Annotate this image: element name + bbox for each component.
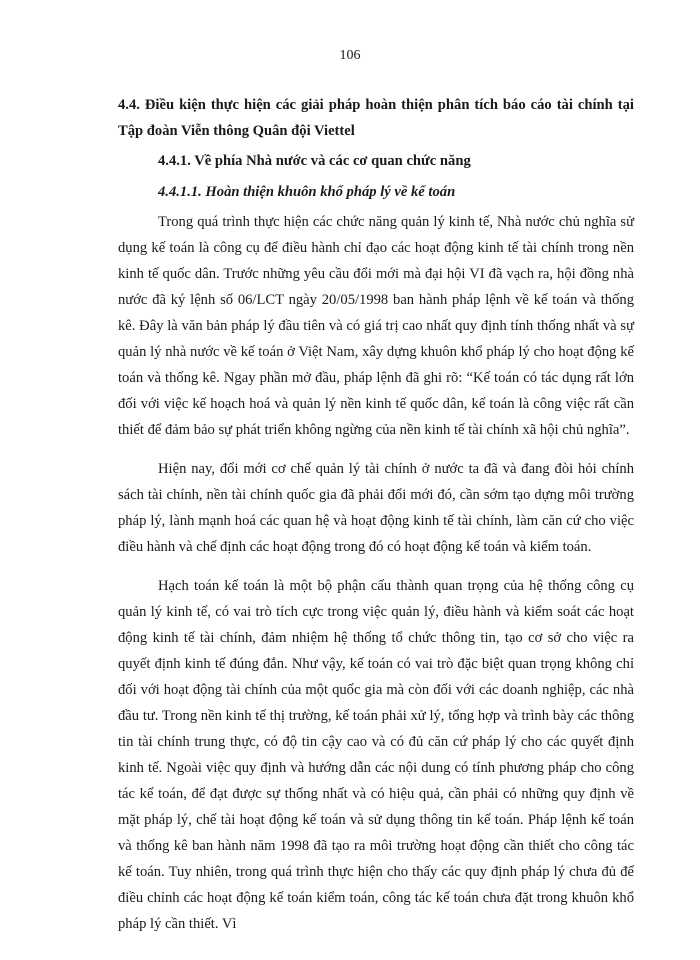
body-paragraph: Trong quá trình thực hiện các chức năng quản lý kinh tế, Nhà nước chủ nghĩa sử dụng kế toán là công cụ để điều hành chỉ đạo các hoạt động kinh tế tài chính trong nền kinh tế quốc dân. Trước những yêu cầu đổi mới mà đại hội VI đã vạch ra, hội đồng nhà nước đã ký lệnh số 06/LCT ngày 20/05/1998 ban hành pháp lệnh về kế toán và thống kê. Đây là văn bản pháp lý đầu tiên và có giá trị cao nhất quy định tính thống nhất và sự quản lý nhà nước về kế toán ở Việt Nam, xây dựng khuôn khổ pháp lý cho hoạt động kế toán và thống kê. Ngay phần mở đầu, pháp lệnh đã ghi rõ: “Kế toán có tác dụng rất lớn đối với việc kế hoạch hoá và quản lý nền kinh tế quốc dân, kế toán là công việc rất cần thiết để đảm bảo sự phát triển không ngừng của nền kinh tế tài chính xã hội chủ nghĩa”.	[118, 214, 634, 438]
body-paragraph: Hiện nay, đổi mới cơ chế quản lý tài chính ở nước ta đã và đang đòi hỏi chính sách tài chính, nền tài chính quốc gia đã phải đổi mới đó, cần sớm tạo dựng môi trường pháp lý, lành mạnh hoá các quan hệ và hoạt động kinh tế tài chính, làm căn cứ cho việc điều hành và chế định các hoạt động trong đó có hoạt động kế toán và kiểm toán.	[118, 461, 634, 555]
subsection-heading: 4.4.1. Về phía Nhà nước và các cơ quan chức năng	[158, 153, 471, 169]
page-content	[118, 92, 634, 950]
page-number: 106	[339, 48, 361, 63]
subsubsection-heading: 4.4.1.1. Hoàn thiện khuôn khổ pháp lý về kế toán	[158, 184, 456, 200]
section-heading: 4.4. Điều kiện thực hiện các giải pháp hoàn thiện phân tích báo cáo tài chính tại Tập đoàn Viễn thông Quân đội Viettel	[118, 97, 634, 139]
body-paragraph: Hạch toán kế toán là một bộ phận cấu thành quan trọng của hệ thống công cụ quản lý kinh tế, có vai trò tích cực trong việc quản lý, điều hành và kiểm soát các hoạt động kinh tế tài chính, đảm nhiệm hệ thống tổ chức thông tin, tạo cơ sở cho việc ra quyết định kinh tế đúng đắn. Như vậy, kế toán có vai trò đặc biệt quan trọng không chỉ đối với hoạt động tài chính của một quốc gia mà còn đối với các doanh nghiệp, các nhà đầu tư. Trong nền kinh tế thị trường, kế toán phải xử lý, tổng hợp và trình bày các thông tin tài chính trung thực, có độ tin cậy cao và có đủ căn cứ pháp lý cho các quyết định kinh tế. Ngoài việc quy định và hướng dẫn các nội dung có tính phương pháp cho công tác kế toán, để đạt được sự thống nhất và có hiệu quả, cần phải có những quy định về mặt pháp lý, chế tài hoạt động kế toán và sử dụng thông tin kế toán. Pháp lệnh kế toán và thống kê ban hành năm 1998 đã tạo ra môi trường hoạt động cần thiết cho công tác kế toán. Tuy nhiên, trong quá trình thực hiện cho thấy các quy định pháp lý chưa đủ để điều chỉnh các hoạt động kế toán kiểm toán, công tác kế toán chưa đặt trong khuôn khổ pháp lý cần thiết. Vì	[118, 578, 634, 932]
